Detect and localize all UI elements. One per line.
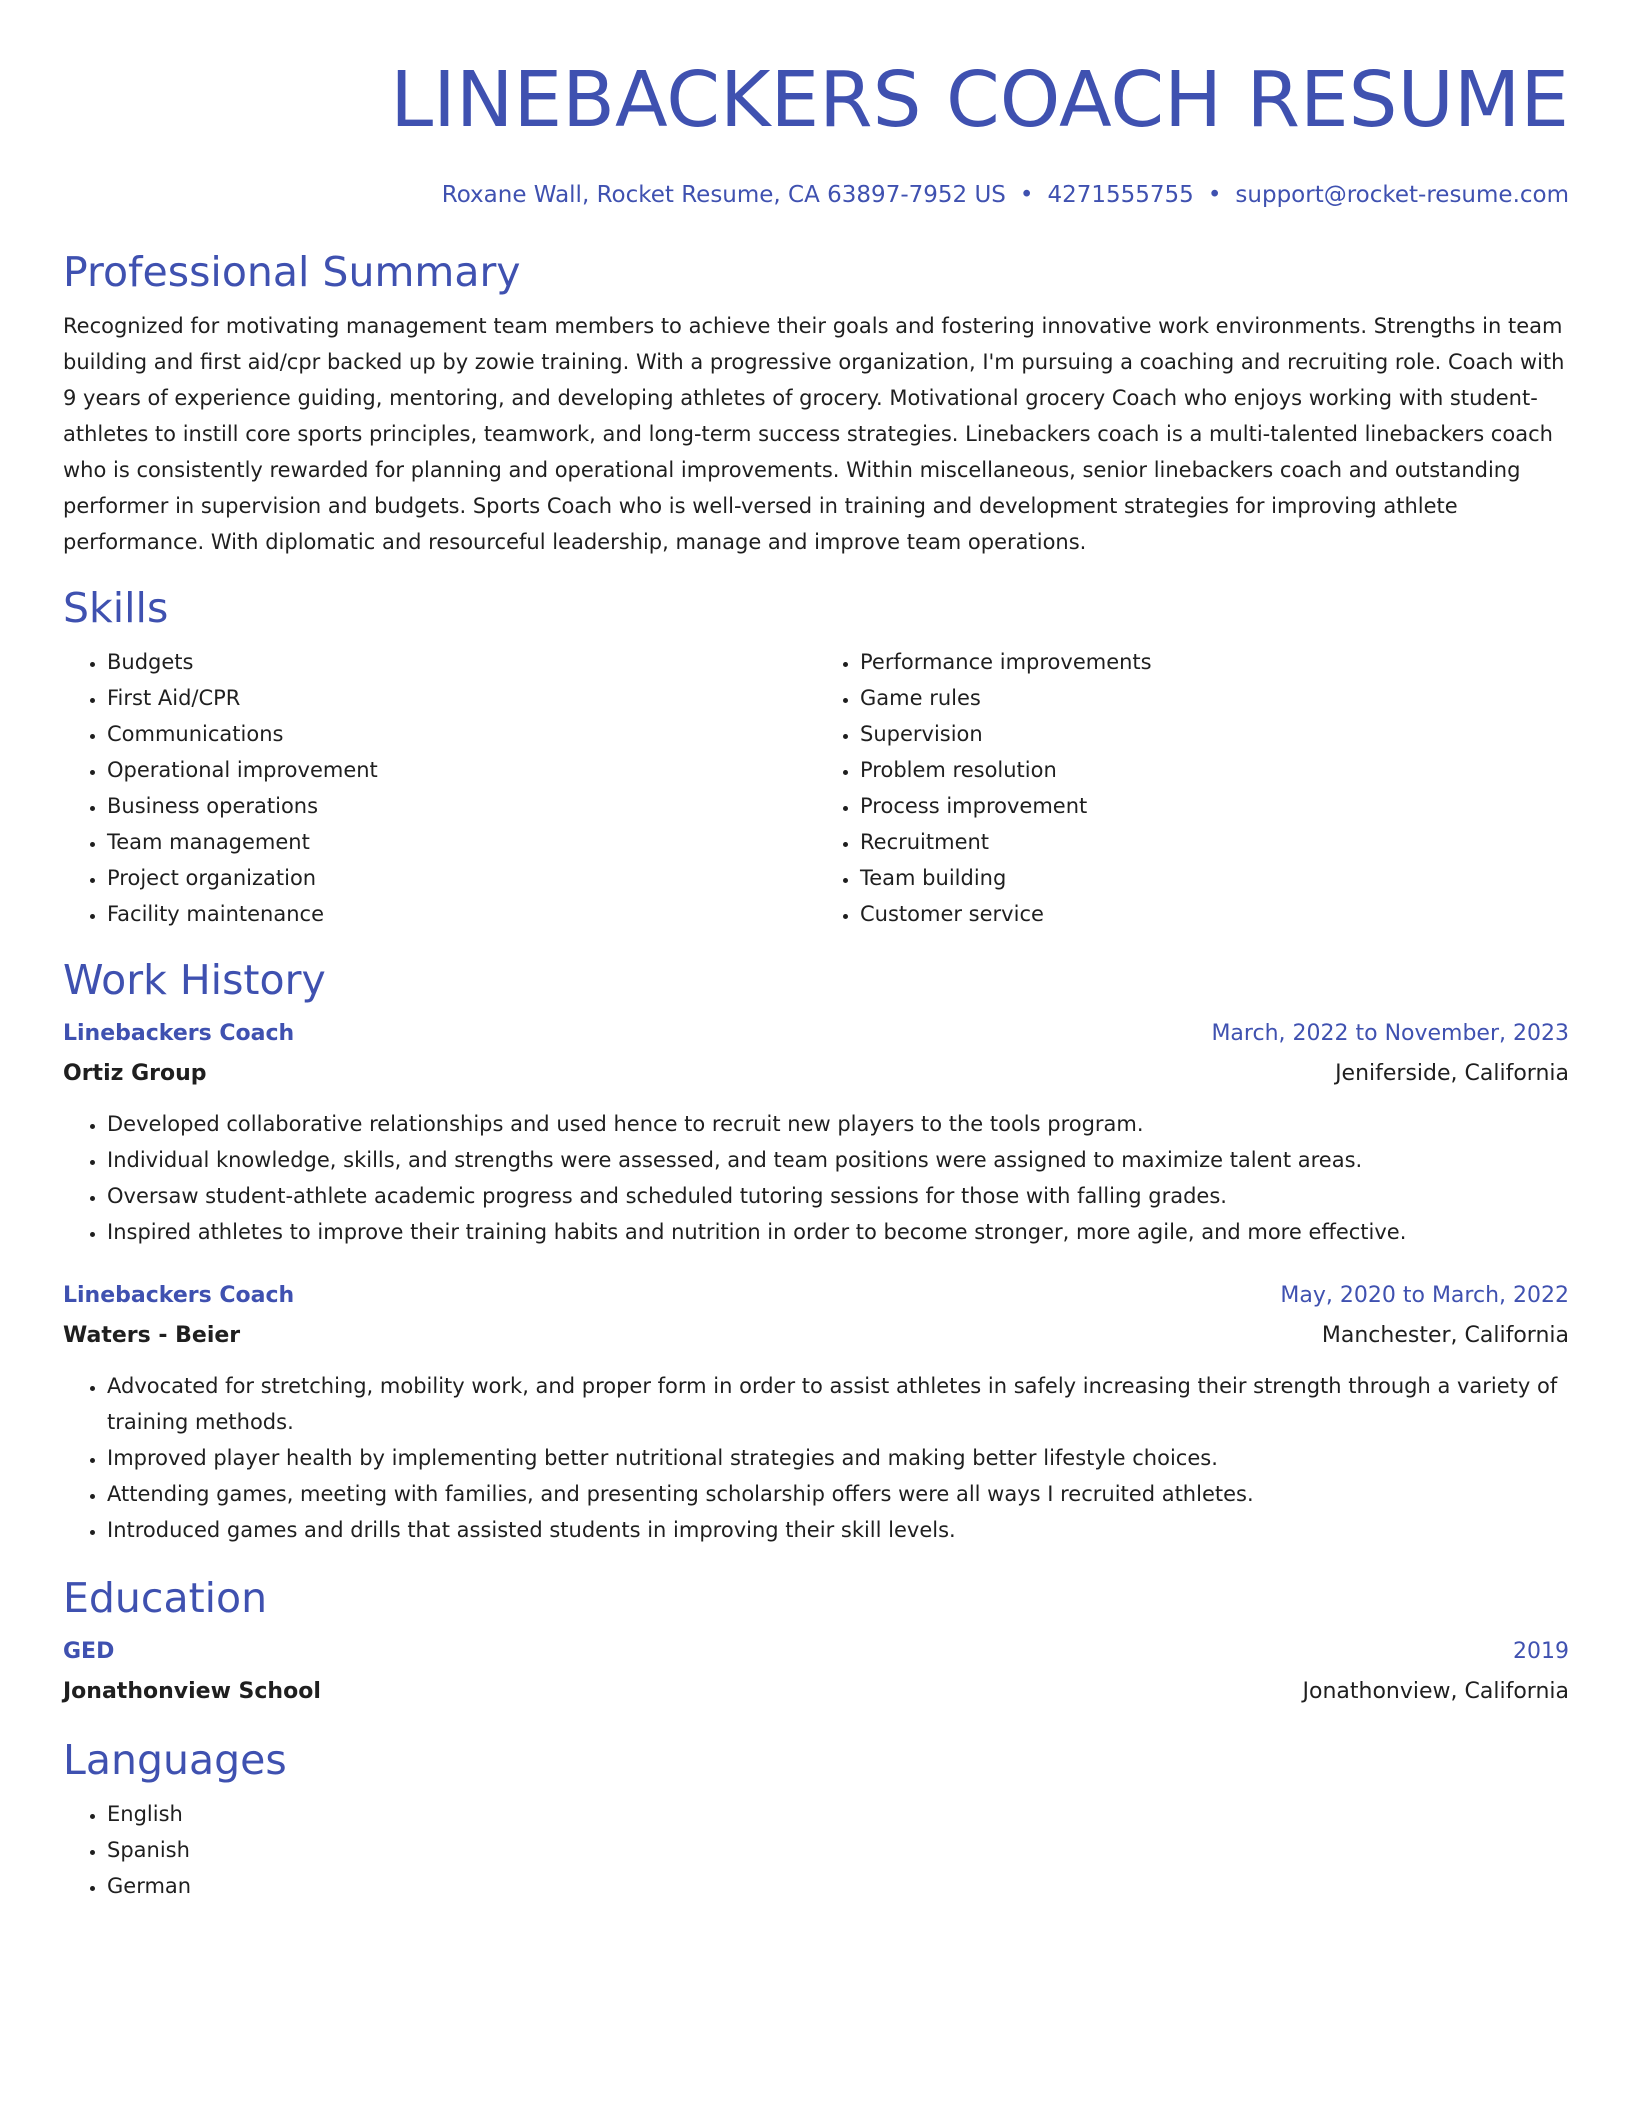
job-company: Ortiz Group xyxy=(63,1061,207,1086)
job-bullets xyxy=(63,1106,1569,1250)
skill-item: • Team building xyxy=(860,860,1569,896)
skill-item: • First Aid/CPR xyxy=(107,680,816,716)
resume-title: LINEBACKERS COACH RESUME xyxy=(390,56,1569,145)
skill-item: • Supervision xyxy=(860,716,1569,752)
education-year: 2019 xyxy=(1513,1639,1569,1664)
skill-item: • Communications xyxy=(107,716,816,752)
summary-heading: Professional Summary xyxy=(63,248,521,296)
skill-item: • Budgets xyxy=(107,644,816,680)
education-heading: Education xyxy=(63,1574,268,1622)
contact-line xyxy=(63,180,1569,210)
job-entry xyxy=(63,1014,1569,1250)
contact-address: Roxane Wall, Rocket Resume, CA 63897-7952 US xyxy=(441,182,1006,208)
job-header-row xyxy=(63,1014,1569,1054)
job-title: Linebackers Coach xyxy=(63,1021,295,1046)
summary-text: Recognized for motivating management team members to achieve their goals and fostering innovative work environments. Strengths in team building and first aid/cpr backed up by zowie training. With a progressive organization, I'm pursuing a coaching and recruiting role. Coach with 9 years of experience guiding, mentoring, and developing athletes of grocery. Motivational grocery Coach who enjoys working with student-athletes to instill core sports principles, teamwork, and long-term success strategies. Linebackers coach is a multi-talented linebackers coach who is consistently rewarded for planning and operational improvements. Within miscellaneous, senior linebackers coach and outstanding performer in supervision and budgets. Sports Coach who is well-versed in training and development strategies for improving athlete performance. With diplomatic and resourceful leadership, manage and improve team operations. xyxy=(63,314,1565,554)
contact-separator: • xyxy=(1207,182,1222,208)
job-bullet: • Oversaw student-athlete academic progress and scheduled tutoring sessions for those with falling grades. xyxy=(107,1178,1569,1214)
contact-phone: 4271555755 xyxy=(1047,182,1194,208)
skill-item: • Business operations xyxy=(107,788,816,824)
languages-list xyxy=(63,1796,1569,1904)
education-location: Jonathonview, California xyxy=(1302,1679,1569,1704)
skill-item: • Customer service xyxy=(860,896,1569,932)
language-item: • Spanish xyxy=(107,1832,1569,1868)
education-degree: GED xyxy=(63,1639,115,1664)
job-bullet: • Improved player health by implementing better nutritional strategies and making better lifestyle choices. xyxy=(107,1440,1569,1476)
job-bullet: • Attending games, meeting with families, and presenting scholarship offers were all ways I recruited athletes. xyxy=(107,1476,1569,1512)
skills-list-right xyxy=(816,644,1569,932)
skill-item: • Operational improvement xyxy=(107,752,816,788)
job-location: Jeniferside, California xyxy=(1335,1061,1569,1086)
job-dates: May, 2020 to March, 2022 xyxy=(1280,1283,1569,1308)
job-bullet: • Developed collaborative relationships and used hence to recruit new players to the tools program. xyxy=(107,1106,1569,1142)
job-bullet: • Inspired athletes to improve their training habits and nutrition in order to become stronger, more agile, and more effective. xyxy=(107,1214,1569,1250)
skills-list-left xyxy=(63,644,816,932)
skills-grid xyxy=(63,644,1569,932)
job-company-row xyxy=(63,1316,1569,1356)
education-header-row xyxy=(63,1632,1569,1672)
skills-heading: Skills xyxy=(63,584,169,632)
work-heading: Work History xyxy=(63,956,326,1004)
job-company: Waters - Beier xyxy=(63,1323,241,1348)
languages-heading: Languages xyxy=(63,1736,287,1784)
skill-item: • Project organization xyxy=(107,860,816,896)
skill-item: • Team management xyxy=(107,824,816,860)
job-dates: March, 2022 to November, 2023 xyxy=(1211,1021,1569,1046)
job-header-row xyxy=(63,1276,1569,1316)
job-bullet: • Advocated for stretching, mobility work, and proper form in order to assist athletes in safely increasing their strength through a variety of training methods. xyxy=(107,1368,1569,1440)
skill-item: • Game rules xyxy=(860,680,1569,716)
job-bullet: • Individual knowledge, skills, and strengths were assessed, and team positions were assigned to maximize talent areas. xyxy=(107,1142,1569,1178)
contact-email: support@rocket-resume.com xyxy=(1235,182,1569,208)
skill-item: • Process improvement xyxy=(860,788,1569,824)
language-item: • German xyxy=(107,1868,1569,1904)
skill-item: • Facility maintenance xyxy=(107,896,816,932)
skill-item: • Problem resolution xyxy=(860,752,1569,788)
skill-item: • Recruitment xyxy=(860,824,1569,860)
education-school: Jonathonview School xyxy=(63,1679,321,1704)
job-company-row xyxy=(63,1054,1569,1094)
job-bullets xyxy=(63,1368,1569,1548)
education-school-row xyxy=(63,1672,1569,1712)
job-title: Linebackers Coach xyxy=(63,1283,295,1308)
job-bullet: • Introduced games and drills that assisted students in improving their skill levels. xyxy=(107,1512,1569,1548)
language-item: • English xyxy=(107,1796,1569,1832)
contact-separator: • xyxy=(1019,182,1034,208)
job-entry xyxy=(63,1276,1569,1548)
skill-item: • Performance improvements xyxy=(860,644,1569,680)
education-entry xyxy=(63,1632,1569,1712)
job-location: Manchester, California xyxy=(1321,1323,1569,1348)
